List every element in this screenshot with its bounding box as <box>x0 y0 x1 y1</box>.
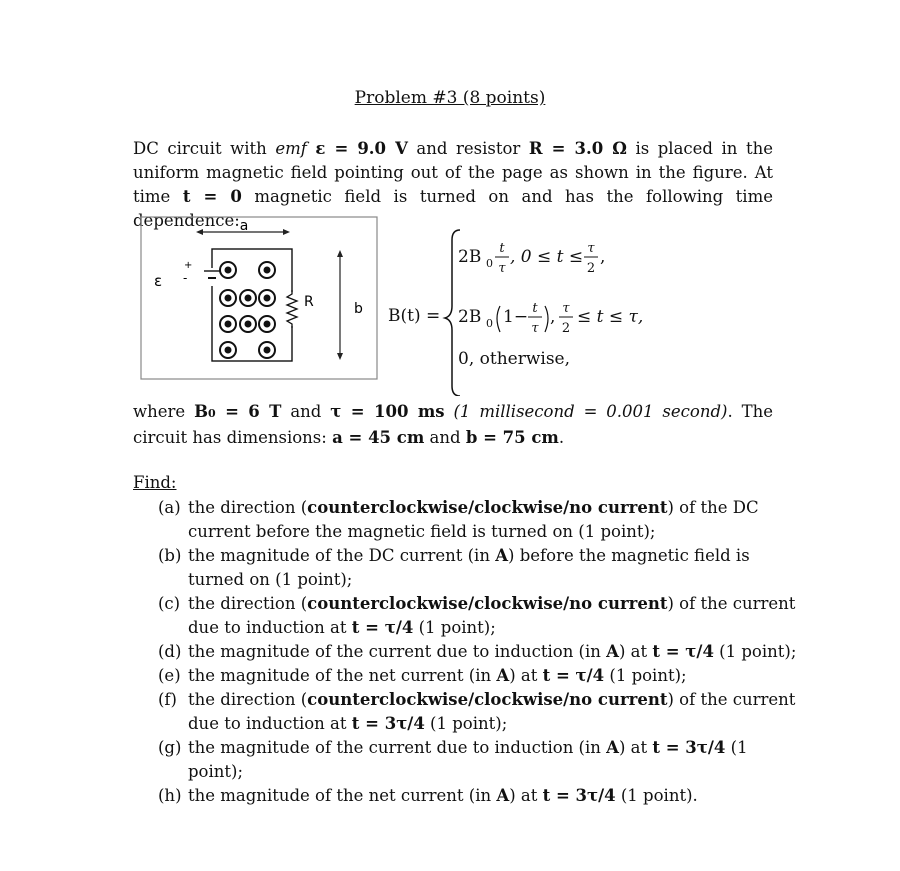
case1-den: τ <box>498 261 506 276</box>
intro-paragraph: DC circuit with emf ε = 9.0 V and resistor R = 3.0 Ω is placed in the uniform magnetic field pointing out of the page as shown in the figure. At time t = 0 magnetic field is turned on and has the following time dependence: <box>133 139 774 230</box>
case3: 0, otherwise, <box>458 349 571 369</box>
find-item-d: (d) the magnitude of the current due to induction (in A) at t = τ/4 (1 point); <box>158 642 797 661</box>
case2-cond-den: 2 <box>561 321 571 336</box>
case2-den: τ <box>531 321 539 336</box>
find-label: Find: <box>133 473 177 492</box>
where-paragraph: where B0 = 6 T and τ = 100 ms (1 millisecond = 0.001 second). The circuit has dimensions: a = 45 cm and b = 75 cm. <box>133 402 773 447</box>
battery-minus: - <box>183 271 188 285</box>
label-R: R <box>304 294 314 310</box>
case1-cond: , 0 ≤ t ≤ <box>510 247 584 267</box>
case2-num: t <box>532 301 538 316</box>
find-item-b: (b) the magnitude of the DC current (in A) before the magnetic field is turned on (1 point); <box>158 546 750 589</box>
case1-cond-num: τ <box>587 241 595 256</box>
case1-cond-den: 2 <box>586 261 596 276</box>
field-dots <box>220 262 275 358</box>
case2-coef: 2B <box>458 307 482 327</box>
find-item-a: (a) the direction (counterclockwise/clockwise/no current) of the DC current before the magnetic field is turned on (1 point); <box>158 498 759 541</box>
case2-cond-num: τ <box>562 301 570 316</box>
case1-coef: 2B <box>458 247 482 267</box>
find-item-f: (f) the direction (counterclockwise/clockwise/no current) of the current due to induction at t = 3τ/4 (1 point); <box>158 690 796 733</box>
circuit-figure <box>140 216 380 381</box>
find-item-e: (e) the magnitude of the net current (in A) at t = τ/4 (1 point); <box>158 666 687 685</box>
svg-text:,: , <box>550 307 556 327</box>
find-item-c: (c) the direction (counterclockwise/clockwise/no current) of the current due to induction at t = τ/4 (1 point); <box>158 594 796 637</box>
field-equation <box>388 226 668 396</box>
case2-cond: ≤ t ≤ τ, <box>577 307 644 327</box>
svg-text:,: , <box>600 247 606 267</box>
label-emf: ε <box>154 272 163 290</box>
label-b: b <box>354 301 363 317</box>
problem-title: Problem #3 (8 points) <box>354 88 546 108</box>
case1-sub: 0 <box>486 257 493 270</box>
find-list <box>158 496 798 808</box>
find-item-h: (h) the magnitude of the net current (in A) at t = 3τ/4 (1 point). <box>158 786 698 805</box>
equation-lhs: B(t) = <box>388 306 441 326</box>
find-item-g: (g) the magnitude of the current due to induction (in A) at t = 3τ/4 (1 point); <box>158 738 748 781</box>
battery-plus: + <box>184 260 193 271</box>
case2-one: 1− <box>503 307 529 327</box>
label-a: a <box>239 218 249 234</box>
case2-sub: 0 <box>486 317 493 330</box>
case1-num: t <box>499 241 505 256</box>
